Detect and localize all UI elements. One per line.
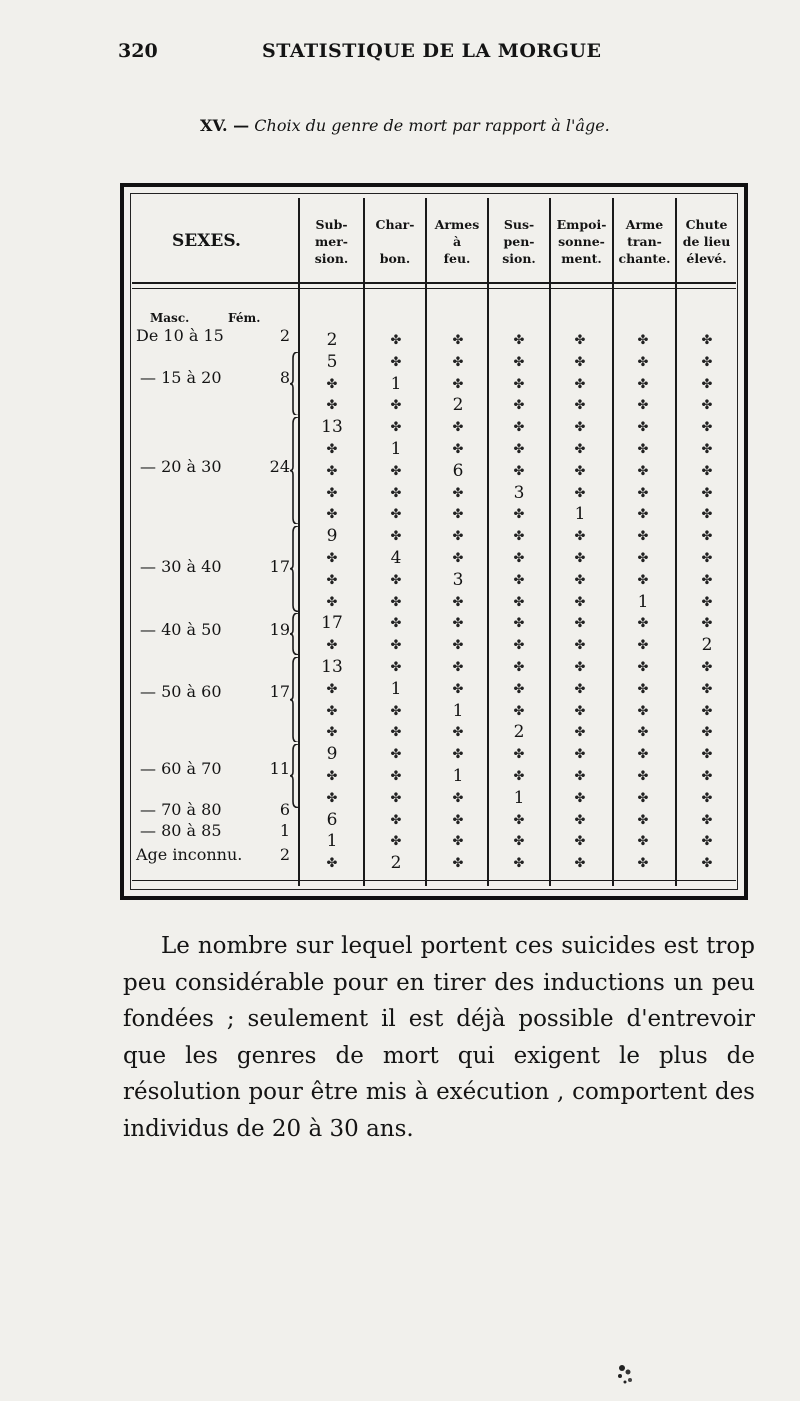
ink-smudge-icon	[612, 1360, 642, 1386]
empty-cell-mark-icon: ✤	[513, 703, 525, 719]
empty-cell-mark-icon: ✤	[390, 507, 402, 523]
empty-cell-mark-icon: ✤	[326, 594, 338, 610]
empty-cell-mark-icon: ✤	[513, 333, 525, 348]
column-header	[427, 216, 487, 267]
column-header	[614, 216, 675, 267]
group-brace-icon	[290, 657, 300, 742]
empty-cell-mark-icon: ✤	[701, 747, 713, 763]
empty-cell-mark-icon: ✤	[574, 725, 586, 741]
age-group-label: — 15 à 20	[140, 368, 222, 387]
empty-cell-mark-icon: ✤	[452, 616, 464, 632]
table-cell-value: 13	[321, 417, 343, 438]
age-group-label: — 40 à 50	[140, 620, 222, 639]
empty-cell-mark-icon: ✤	[513, 681, 525, 697]
column-header-line: sion.	[314, 251, 349, 266]
empty-cell-mark-icon: ✤	[326, 769, 338, 784]
empty-cell-mark-icon: ✤	[701, 856, 713, 872]
column-header	[365, 216, 425, 267]
column-header-line: de lieu	[682, 234, 731, 249]
empty-cell-mark-icon: ✤	[637, 333, 649, 348]
table-cell-value: 1	[452, 700, 464, 721]
age-group-label: — 20 à 30	[140, 457, 222, 476]
empty-cell-mark-icon: ✤	[326, 703, 338, 719]
empty-cell-mark-icon: ✤	[637, 398, 649, 414]
empty-cell-mark-icon: ✤	[574, 551, 586, 566]
empty-cell-mark-icon: ✤	[452, 507, 464, 523]
table-cell-value: 1	[390, 678, 402, 699]
column-header-line: sion.	[502, 251, 536, 266]
empty-cell-mark-icon: ✤	[637, 703, 649, 719]
table-cell-value: 1	[637, 591, 649, 612]
empty-cell-mark-icon: ✤	[326, 790, 338, 806]
empty-cell-mark-icon: ✤	[701, 463, 713, 479]
empty-cell-mark-icon: ✤	[513, 376, 525, 392]
empty-cell-mark-icon: ✤	[513, 834, 525, 850]
empty-cell-mark-icon: ✤	[390, 790, 402, 806]
column-divider	[425, 198, 427, 886]
empty-cell-mark-icon: ✤	[390, 638, 402, 654]
table-cell-value: 1	[452, 766, 464, 786]
column-header-line: Armes	[434, 217, 480, 232]
empty-cell-mark-icon: ✤	[390, 420, 402, 436]
empty-cell-mark-icon: ✤	[390, 747, 402, 763]
empty-cell-mark-icon: ✤	[390, 398, 402, 414]
table-cell-value: 2	[513, 722, 525, 743]
column-header-line: chante.	[618, 251, 671, 266]
fem-header: Fém.	[228, 311, 261, 325]
empty-cell-mark-icon: ✤	[701, 551, 713, 566]
empty-cell-mark-icon: ✤	[701, 333, 713, 348]
table-cell-value: 5	[326, 351, 338, 372]
column-header-line: élevé.	[686, 251, 727, 266]
column-header-line: sonne-	[558, 234, 605, 249]
empty-cell-mark-icon: ✤	[326, 376, 338, 392]
empty-cell-mark-icon: ✤	[701, 420, 713, 436]
page-number: 320	[118, 40, 158, 62]
age-group-label: Age inconnu.	[136, 845, 243, 864]
empty-cell-mark-icon: ✤	[452, 485, 464, 501]
table-cell-value: 1	[390, 439, 402, 459]
empty-cell-mark-icon: ✤	[326, 638, 338, 654]
group-brace-icon	[290, 526, 300, 611]
empty-cell-mark-icon: ✤	[513, 420, 525, 436]
header-rule-thin	[132, 288, 736, 289]
empty-cell-mark-icon: ✤	[390, 594, 402, 610]
empty-cell-mark-icon: ✤	[513, 529, 525, 545]
age-group-count: 19	[269, 620, 290, 639]
empty-cell-mark-icon: ✤	[574, 856, 586, 872]
column-header-line: mer-	[315, 234, 348, 249]
column-header-line: tran-	[627, 234, 662, 249]
empty-cell-mark-icon: ✤	[574, 616, 586, 632]
group-brace-icon	[290, 613, 300, 655]
empty-cell-mark-icon: ✤	[574, 638, 586, 654]
age-group-count: 2	[279, 845, 290, 864]
empty-cell-mark-icon: ✤	[452, 376, 464, 392]
empty-cell-mark-icon: ✤	[574, 790, 586, 806]
empty-cell-mark-icon: ✤	[637, 638, 649, 654]
empty-cell-mark-icon: ✤	[390, 333, 402, 348]
empty-cell-mark-icon: ✤	[390, 354, 402, 370]
table-cell-value: 17	[321, 613, 343, 634]
age-group-count: 17	[269, 557, 290, 576]
table-cell-value: 13	[321, 657, 343, 677]
empty-cell-mark-icon: ✤	[701, 790, 713, 806]
empty-cell-mark-icon: ✤	[701, 681, 713, 697]
empty-cell-mark-icon: ✤	[452, 790, 464, 806]
age-group-count: 8	[279, 368, 290, 387]
age-group-label: — 80 à 85	[140, 821, 222, 840]
empty-cell-mark-icon: ✤	[390, 463, 402, 479]
column-divider	[612, 198, 614, 886]
empty-cell-mark-icon: ✤	[701, 725, 713, 741]
empty-cell-mark-icon: ✤	[701, 485, 713, 501]
table-cell-value: 1	[390, 373, 402, 394]
empty-cell-mark-icon: ✤	[574, 398, 586, 414]
column-header	[300, 216, 363, 267]
age-group-label: — 70 à 80	[140, 800, 222, 819]
sexes-header: SEXES.	[172, 231, 241, 251]
empty-cell-mark-icon: ✤	[513, 856, 525, 872]
empty-cell-mark-icon: ✤	[513, 594, 525, 610]
column-divider	[363, 198, 365, 886]
empty-cell-mark-icon: ✤	[637, 507, 649, 523]
table-cell-value: 2	[390, 853, 402, 874]
empty-cell-mark-icon: ✤	[452, 834, 464, 850]
empty-cell-mark-icon: ✤	[701, 529, 713, 545]
empty-cell-mark-icon: ✤	[637, 725, 649, 741]
empty-cell-mark-icon: ✤	[574, 376, 586, 392]
empty-cell-mark-icon: ✤	[701, 507, 713, 523]
empty-cell-mark-icon: ✤	[637, 376, 649, 392]
empty-cell-mark-icon: ✤	[513, 551, 525, 566]
empty-cell-mark-icon: ✤	[326, 681, 338, 697]
empty-cell-mark-icon: ✤	[574, 354, 586, 370]
table-cell-value: 3	[513, 482, 525, 503]
age-group-count: 2	[279, 326, 290, 345]
table-number: XV. —	[200, 116, 250, 135]
empty-cell-mark-icon: ✤	[637, 572, 649, 588]
empty-cell-mark-icon: ✤	[326, 398, 338, 414]
table-cell-value: 2	[326, 330, 338, 350]
empty-cell-mark-icon: ✤	[326, 507, 338, 523]
column-header	[677, 216, 736, 267]
empty-cell-mark-icon: ✤	[637, 834, 649, 850]
empty-cell-mark-icon: ✤	[637, 420, 649, 436]
empty-cell-mark-icon: ✤	[513, 354, 525, 370]
footer-rule	[132, 880, 736, 881]
empty-cell-mark-icon: ✤	[452, 812, 464, 828]
column-header-line: Chute	[685, 217, 728, 232]
empty-cell-mark-icon: ✤	[452, 725, 464, 741]
table-cell-value: 2	[452, 395, 464, 416]
empty-cell-mark-icon: ✤	[701, 594, 713, 610]
empty-cell-mark-icon: ✤	[390, 529, 402, 545]
column-header-line: Sus-	[503, 217, 535, 232]
empty-cell-mark-icon: ✤	[574, 529, 586, 545]
table-cell-value: 3	[452, 569, 464, 590]
empty-cell-mark-icon: ✤	[390, 725, 402, 741]
column-divider	[549, 198, 551, 886]
empty-cell-mark-icon: ✤	[637, 747, 649, 763]
age-group-count: 24	[269, 457, 290, 476]
empty-cell-mark-icon: ✤	[326, 572, 338, 588]
column-header-line: Arme	[625, 217, 664, 232]
column-header-line: bon.	[379, 251, 411, 266]
table-cell-value: 1	[513, 787, 525, 808]
empty-cell-mark-icon: ✤	[390, 616, 402, 632]
empty-cell-mark-icon: ✤	[701, 660, 713, 675]
empty-cell-mark-icon: ✤	[574, 747, 586, 763]
column-header-line: Sub-	[315, 217, 348, 232]
empty-cell-mark-icon: ✤	[701, 616, 713, 632]
empty-cell-mark-icon: ✤	[513, 638, 525, 654]
empty-cell-mark-icon: ✤	[637, 463, 649, 479]
header-rule	[132, 282, 736, 284]
column-divider	[675, 198, 677, 886]
empty-cell-mark-icon: ✤	[574, 769, 586, 784]
empty-cell-mark-icon: ✤	[326, 463, 338, 479]
column-header-line: feu.	[443, 251, 471, 266]
column-header-line: Empoi-	[556, 217, 607, 232]
column-header-line: Char-	[375, 217, 415, 232]
empty-cell-mark-icon: ✤	[513, 812, 525, 828]
column-header-line: pen-	[503, 234, 535, 249]
empty-cell-mark-icon: ✤	[701, 442, 713, 457]
age-group-label: — 30 à 40	[140, 557, 222, 576]
paragraph-text: Le nombre sur lequel portent ces suicides est trop peu considérable pour en tirer des inductions un peu fondées ; seulement il est déjà possible d'entrevoir que les genres de mort qui exigent le plus de résolution pour être mis à exécution , comportent des individus de 20 à 30 ans.	[123, 933, 755, 1142]
age-group-label: — 50 à 60	[140, 682, 222, 701]
empty-cell-mark-icon: ✤	[574, 485, 586, 501]
empty-cell-mark-icon: ✤	[326, 856, 338, 872]
empty-cell-mark-icon: ✤	[701, 354, 713, 370]
empty-cell-mark-icon: ✤	[513, 398, 525, 414]
group-brace-icon	[290, 417, 300, 524]
empty-cell-mark-icon: ✤	[452, 681, 464, 697]
empty-cell-mark-icon: ✤	[574, 703, 586, 719]
empty-cell-mark-icon: ✤	[701, 812, 713, 828]
empty-cell-mark-icon: ✤	[390, 660, 402, 675]
age-group-count: 1	[279, 821, 290, 840]
empty-cell-mark-icon: ✤	[701, 398, 713, 414]
empty-cell-mark-icon: ✤	[513, 572, 525, 588]
empty-cell-mark-icon: ✤	[701, 376, 713, 392]
empty-cell-mark-icon: ✤	[452, 551, 464, 566]
column-divider	[487, 198, 489, 886]
column-header	[489, 216, 549, 267]
empty-cell-mark-icon: ✤	[574, 594, 586, 610]
group-brace-icon	[290, 744, 300, 808]
age-group-count: 11	[269, 759, 290, 778]
empty-cell-mark-icon: ✤	[574, 812, 586, 828]
empty-cell-mark-icon: ✤	[574, 420, 586, 436]
empty-cell-mark-icon: ✤	[452, 747, 464, 763]
table-cell-value: 4	[390, 548, 402, 568]
empty-cell-mark-icon: ✤	[574, 660, 586, 675]
table-cell-value: 1	[574, 504, 586, 525]
empty-cell-mark-icon: ✤	[513, 747, 525, 763]
table-title	[200, 116, 610, 135]
empty-cell-mark-icon: ✤	[637, 856, 649, 872]
column-header-line: à	[452, 234, 462, 249]
empty-cell-mark-icon: ✤	[513, 616, 525, 632]
table-cell-value: 1	[326, 831, 338, 852]
running-title: STATISTIQUE DE LA MORGUE	[262, 40, 602, 62]
empty-cell-mark-icon: ✤	[513, 507, 525, 523]
empty-cell-mark-icon: ✤	[390, 572, 402, 588]
empty-cell-mark-icon: ✤	[452, 354, 464, 370]
masc-header: Masc.	[150, 311, 190, 325]
empty-cell-mark-icon: ✤	[452, 856, 464, 872]
empty-cell-mark-icon: ✤	[701, 834, 713, 850]
empty-cell-mark-icon: ✤	[574, 681, 586, 697]
empty-cell-mark-icon: ✤	[637, 812, 649, 828]
empty-cell-mark-icon: ✤	[452, 420, 464, 436]
empty-cell-mark-icon: ✤	[637, 681, 649, 697]
empty-cell-mark-icon: ✤	[637, 790, 649, 806]
empty-cell-mark-icon: ✤	[637, 616, 649, 632]
empty-cell-mark-icon: ✤	[574, 572, 586, 588]
empty-cell-mark-icon: ✤	[637, 660, 649, 675]
empty-cell-mark-icon: ✤	[701, 703, 713, 719]
table-cell-value: 9	[326, 744, 338, 765]
empty-cell-mark-icon: ✤	[513, 660, 525, 675]
empty-cell-mark-icon: ✤	[637, 769, 649, 784]
empty-cell-mark-icon: ✤	[637, 354, 649, 370]
empty-cell-mark-icon: ✤	[513, 463, 525, 479]
empty-cell-mark-icon: ✤	[452, 333, 464, 348]
empty-cell-mark-icon: ✤	[390, 703, 402, 719]
empty-cell-mark-icon: ✤	[452, 594, 464, 610]
empty-cell-mark-icon: ✤	[390, 812, 402, 828]
column-header-line: ment.	[561, 251, 602, 266]
table-cell-value: 6	[326, 809, 338, 830]
table-cell-value: 2	[701, 635, 713, 656]
empty-cell-mark-icon: ✤	[326, 442, 338, 457]
table-cell-value: 9	[326, 526, 338, 547]
empty-cell-mark-icon: ✤	[513, 769, 525, 784]
table-caption: Choix du genre de mort par rapport à l'âge.	[254, 116, 610, 135]
empty-cell-mark-icon: ✤	[574, 834, 586, 850]
empty-cell-mark-icon: ✤	[326, 551, 338, 566]
empty-cell-mark-icon: ✤	[452, 529, 464, 545]
column-header	[551, 216, 612, 267]
empty-cell-mark-icon: ✤	[452, 638, 464, 654]
empty-cell-mark-icon: ✤	[452, 442, 464, 457]
age-group-label: De 10 à 15	[136, 326, 224, 345]
age-group-count: 17	[269, 682, 290, 701]
empty-cell-mark-icon: ✤	[637, 551, 649, 566]
body-paragraph	[123, 928, 755, 1147]
column-header-line	[365, 233, 425, 250]
empty-cell-mark-icon: ✤	[326, 485, 338, 501]
empty-cell-mark-icon: ✤	[637, 529, 649, 545]
empty-cell-mark-icon: ✤	[574, 463, 586, 479]
empty-cell-mark-icon: ✤	[574, 333, 586, 348]
empty-cell-mark-icon: ✤	[390, 485, 402, 501]
age-group-count: 6	[279, 800, 290, 819]
group-brace-icon	[290, 352, 300, 416]
empty-cell-mark-icon: ✤	[701, 769, 713, 784]
empty-cell-mark-icon: ✤	[513, 442, 525, 457]
empty-cell-mark-icon: ✤	[701, 572, 713, 588]
empty-cell-mark-icon: ✤	[574, 442, 586, 457]
table-cell-value: 6	[452, 460, 464, 481]
empty-cell-mark-icon: ✤	[390, 769, 402, 784]
empty-cell-mark-icon: ✤	[390, 834, 402, 850]
empty-cell-mark-icon: ✤	[452, 660, 464, 675]
age-group-label: — 60 à 70	[140, 759, 222, 778]
empty-cell-mark-icon: ✤	[326, 725, 338, 741]
empty-cell-mark-icon: ✤	[637, 442, 649, 457]
empty-cell-mark-icon: ✤	[637, 485, 649, 501]
